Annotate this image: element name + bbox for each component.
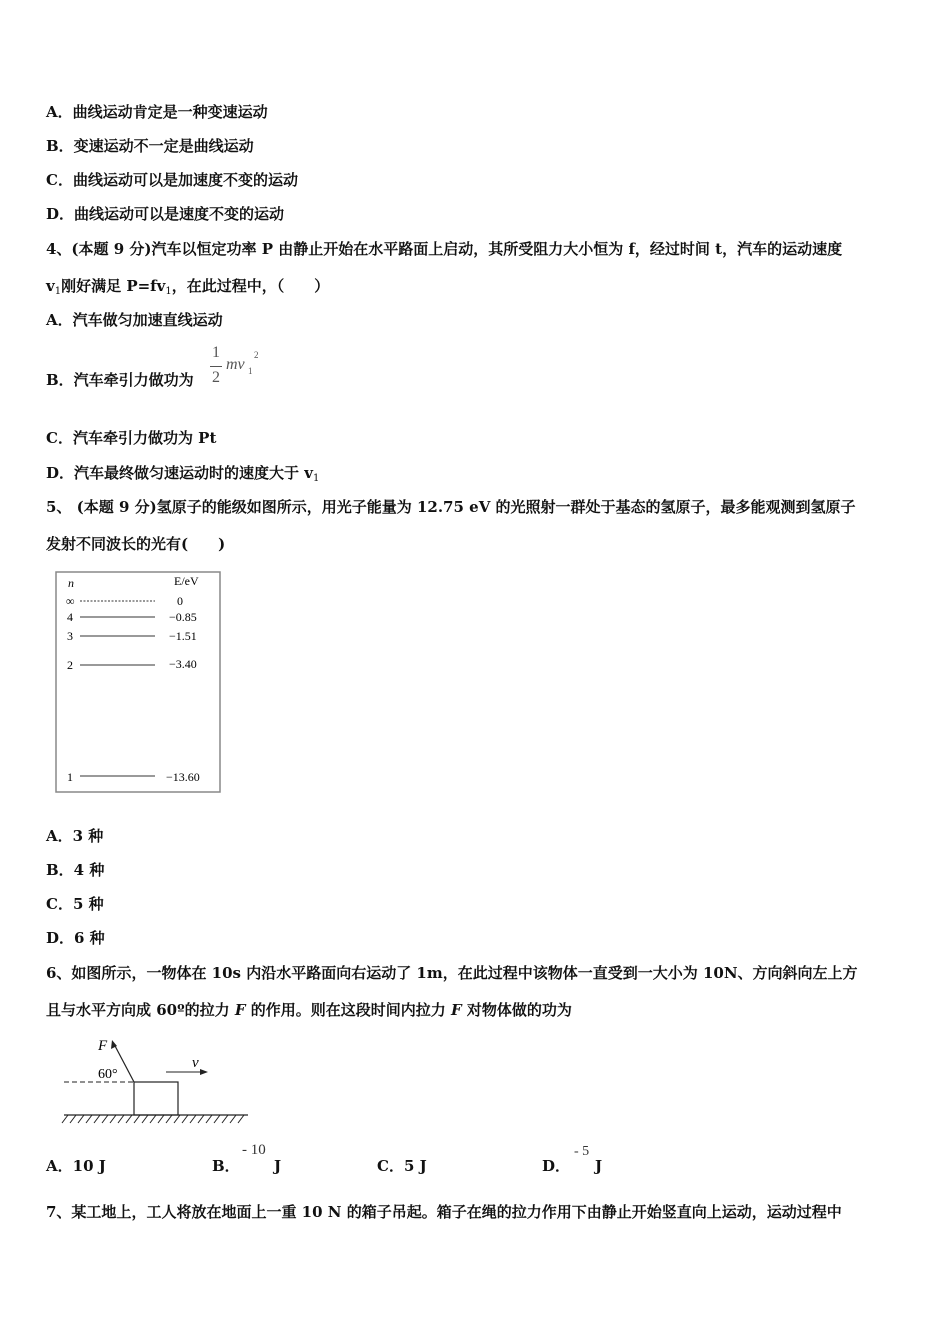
q4-stem-line2: $v_1$刚好满足 $P=fv_1$，在此过程中，（ ） — [46, 277, 330, 297]
level-1-e: −13.60 — [166, 770, 200, 784]
angle-label: 60° — [98, 1067, 118, 1082]
q7-stem-line1: 7、某工地上，工人将放在地面上一重 10 N 的箱子吊起。箱子在绳的拉力作用下由静止开始竖直向上运动，运动过程中 — [46, 1203, 842, 1221]
q4-option-a: A．汽车做匀加速直线运动 — [46, 311, 223, 329]
q6-option-d-value: - 5 — [574, 1144, 590, 1159]
q5-option-b: B．4 种 — [46, 861, 105, 879]
q6-option-c: C．5 J — [377, 1157, 427, 1175]
level-3-n: 3 — [67, 629, 73, 643]
q5-option-a: A．3 种 — [46, 827, 104, 845]
q4-option-b: B．汽车牵引力做功为 — [46, 371, 194, 389]
q5-option-d: D．6 种 — [46, 929, 105, 947]
q4-option-b-formula: 1 2 mv 1 2 — [212, 344, 259, 386]
q3-option-a: A．曲线运动肯定是一种变速运动 — [46, 103, 268, 121]
q6-option-b-value: - 10 — [242, 1142, 266, 1158]
q6-option-d-unit: J — [595, 1157, 603, 1175]
level-4-e: −0.85 — [169, 610, 197, 624]
level-inf-e: 0 — [177, 594, 183, 608]
level-4-n: 4 — [67, 610, 73, 624]
q4-stem-line1: 4、(本题 9 分)汽车以恒定功率 P 由静止开始在水平路面上启动，其所受阻力大小恒为 f，经过时间 t，汽车的运动速度 — [46, 240, 843, 258]
q3-option-b: B．变速运动不一定是曲线运动 — [46, 137, 254, 155]
q3-option-c: C．曲线运动可以是加速度不变的运动 — [46, 171, 298, 189]
q5-stem-line1: 5、 (本题 9 分)氢原子的能级如图所示，用光子能量为 12.75 eV 的光照射一群处于基态的氢原子，最多能观测到氢原子 — [46, 498, 856, 516]
diagram-e-label: E/eV — [174, 574, 199, 588]
q6-option-b: B． — [212, 1157, 240, 1175]
level-2-e: −3.40 — [169, 657, 197, 671]
q6-option-b-unit: J — [274, 1157, 282, 1175]
energy-level-diagram — [54, 570, 224, 796]
q5-stem-line2: 发射不同波长的光有( ) — [46, 535, 226, 553]
velocity-label: v — [192, 1055, 199, 1071]
level-2-n: 2 — [67, 658, 73, 672]
q4-option-c: C．汽车牵引力做功为 Pt — [46, 429, 217, 447]
level-inf-n: ∞ — [66, 594, 75, 608]
q6-option-a: A．10 J — [46, 1157, 106, 1175]
force-label: F — [98, 1038, 108, 1054]
level-3-e: −1.51 — [169, 629, 197, 643]
q6-stem-line1: 6、如图所示，一物体在 10s 内沿水平路面向右运动了 1m，在此过程中该物体一直受到一大小为 10N、方向斜向左上方 — [46, 964, 858, 982]
force-diagram — [58, 1030, 254, 1130]
q6-stem-line2: 且与水平方向成 60º的拉力 F 的作用。则在这段时间内拉力 F 对物体做的功为 — [46, 1001, 572, 1019]
q5-option-c: C．5 种 — [46, 895, 104, 913]
level-1-n: 1 — [67, 770, 73, 784]
diagram-n-label: n — [68, 576, 74, 590]
q4-option-d: D．汽车最终做匀速运动时的速度大于 $v_1$ — [46, 464, 320, 484]
q3-option-d: D．曲线运动可以是速度不变的运动 — [46, 205, 285, 223]
q6-option-d: D． — [542, 1157, 571, 1175]
